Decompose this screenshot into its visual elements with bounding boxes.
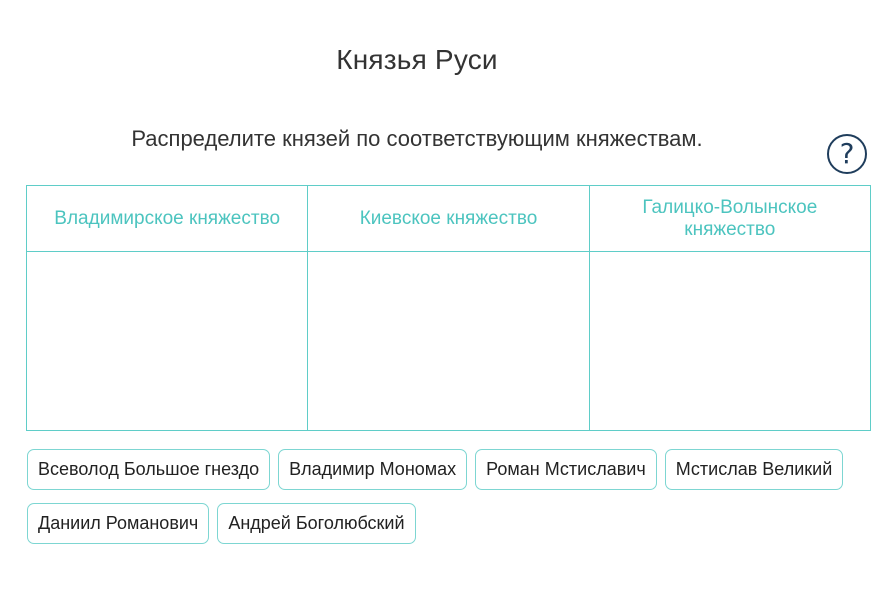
column-galicia-volhynia: [590, 186, 870, 430]
prince-chip-vladimir-monomakh[interactable]: Владимир Мономах: [278, 449, 467, 490]
drop-zone-vladimir[interactable]: [27, 252, 307, 430]
prince-chip-mstislav[interactable]: Мстислав Великий: [665, 449, 844, 490]
page-title: Князья Руси: [336, 44, 498, 75]
question-mark-icon: ?: [839, 137, 855, 170]
prince-chip-daniil[interactable]: Даниил Романович: [27, 503, 209, 544]
prince-chip-andrey[interactable]: Андрей Боголюбский: [217, 503, 415, 544]
column-header-vladimir: Владимирское княжество: [27, 186, 307, 252]
drop-zone-kiev[interactable]: [308, 252, 588, 430]
task-instruction: Распределите князей по соответствующим княжествам.: [131, 126, 703, 151]
column-header-kiev: Киевское княжество: [308, 186, 588, 252]
principality-board: [26, 185, 871, 431]
help-button[interactable]: [827, 134, 867, 174]
prince-chip-pool: [27, 449, 857, 544]
column-kiev: [308, 186, 589, 430]
column-header-galicia-volhynia: Галицко-Волынское княжество: [590, 186, 870, 252]
prince-chip-vsevolod[interactable]: Всеволод Большое гнездо: [27, 449, 270, 490]
column-vladimir: [27, 186, 308, 430]
prince-chip-roman[interactable]: Роман Мстиславич: [475, 449, 657, 490]
drop-zone-galicia-volhynia[interactable]: [590, 252, 870, 430]
